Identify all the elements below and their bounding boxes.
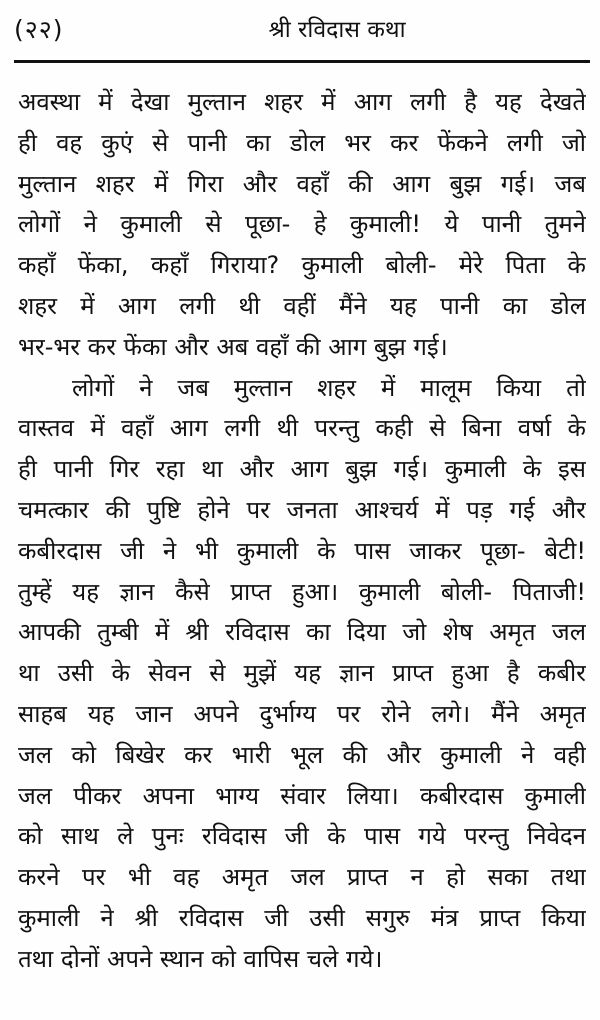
- page-number: (२२): [14, 15, 64, 44]
- text-line: था उसी के सेवन से मुझें यह ज्ञान प्राप्त हुआ है कबीर: [18, 659, 586, 688]
- text-line: चमत्कार की पुष्टि होने पर जनता आश्चर्य में पड़ गई और: [18, 495, 586, 524]
- text-line: कुमाली ने श्री रविदास जी उसी सगुरु मंत्र प्राप्त किया: [18, 903, 586, 932]
- text-line: को साथ ले पुनः रविदास जी के पास गये परन्तु निवेदन: [18, 822, 586, 851]
- paragraph-start-line: लोगों ने जब मुल्तान शहर में मालूम किया तो: [72, 373, 586, 402]
- paragraph-end-line: भर-भर कर फेंका और अब वहाँ की आग बुझ गई।: [18, 332, 448, 361]
- text-line: जल को बिखेर कर भारी भूल की और कुमाली ने वही: [18, 740, 586, 769]
- text-line: तुम्हें यह ज्ञान कैसे प्राप्त हुआ। कुमाली बोली- पिताजी!: [18, 577, 586, 606]
- text-line: कहाँ फेंका, कहाँ गिराया? कुमाली बोली- मेरे पिता के: [18, 251, 586, 280]
- text-line: शहर में आग लगी थी वहीं मैंने यह पानी का डोल: [18, 291, 586, 320]
- text-line: जल पीकर अपना भाग्य संवार लिया। कबीरदास कुमाली: [18, 781, 586, 810]
- page-header: [14, 8, 590, 52]
- text-line: कबीरदास जी ने भी कुमाली के पास जाकर पूछा- बेटी!: [18, 536, 586, 565]
- text-line: लोगों ने कुमाली से पूछा- हे कुमाली! ये पानी तुमने: [18, 210, 586, 239]
- text-line: साहब यह जान अपने दुर्भाग्य पर रोने लगे। मैंने अमृत: [18, 699, 586, 728]
- text-line: मुल्तान शहर में गिरा और वहाँ की आग बुझ गई। जब: [18, 169, 586, 198]
- body-text: [18, 82, 586, 980]
- paragraph-end-line: तथा दोनों अपने स्थान को वापिस चले गये।: [18, 944, 383, 973]
- text-line: ही वह कुएं से पानी का डोल भर कर फेंकने लगी जो: [18, 128, 586, 157]
- text-line: आपकी तुम्बी में श्री रविदास का दिया जो शेष अमृत जल: [18, 618, 586, 647]
- text-line: वास्तव में वहाँ आग लगी थी परन्तु कही से बिना वर्षा के: [18, 414, 586, 443]
- text-line: अवस्था में देखा मुल्तान शहर में आग लगी है यह देखते: [18, 88, 586, 116]
- header-rule: [14, 60, 590, 63]
- text-line: करने पर भी वह अमृत जल प्राप्त न हो सका तथा: [18, 863, 586, 892]
- text-line: ही पानी गिर रहा था और आग बुझ गई। कुमाली के इस: [18, 455, 586, 484]
- running-title: श्री रविदास कथा: [268, 17, 406, 43]
